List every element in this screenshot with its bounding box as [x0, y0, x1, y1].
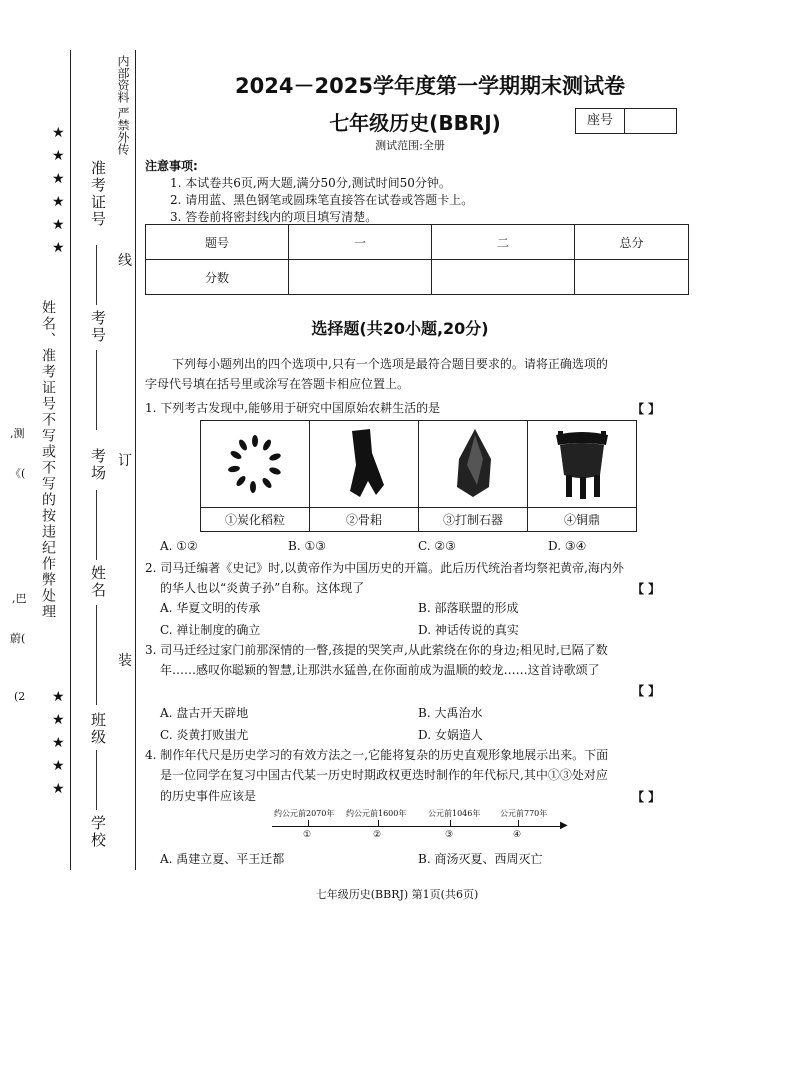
- score-cell[interactable]: [289, 260, 432, 295]
- q1-option-c[interactable]: C. ②③: [418, 539, 456, 553]
- question-1-stem: 1. 下列考古发现中,能够用于研究中国原始农耕生活的是: [145, 401, 441, 415]
- exam-id-field-label: 准考证号: [89, 160, 107, 228]
- q1-option-a[interactable]: A. ①②: [160, 539, 198, 553]
- edge-fragment: 蔚(: [10, 632, 26, 645]
- seat-number-input[interactable]: [625, 109, 676, 133]
- q1-option-b[interactable]: B. ①③: [288, 539, 326, 553]
- timeline-date: 公元前1046年: [428, 809, 481, 818]
- q1-image-cell: [310, 421, 419, 531]
- notes-item: 2. 请用蓝、黑色钢笔或圆珠笔直接答在试卷或答题卡上。: [170, 193, 474, 207]
- notes: [145, 158, 473, 226]
- timeline-tick: [450, 820, 451, 826]
- class-field-label: 班级: [89, 712, 107, 746]
- star-column-bottom: ★ ★ ★ ★ ★: [52, 689, 65, 797]
- q1-image-row: [200, 420, 637, 532]
- exam-title: 2024－2025学年度第一学期期末测试卷: [235, 74, 625, 98]
- q3-option-b[interactable]: B. 大禹治水: [418, 706, 483, 720]
- timeline-date: 约公元前1600年: [346, 809, 407, 818]
- q3-option-d[interactable]: D. 女娲造人: [418, 728, 483, 742]
- q4-option-a[interactable]: A. 禹建立夏、平王迁都: [160, 852, 285, 866]
- question-2-stem: 2. 司马迁编著《史记》时,以黄帝作为中国历史的开篇。此后历代统治者均祭祀黄帝,海内外: [145, 561, 624, 575]
- q2-option-b[interactable]: B. 部落联盟的形成: [418, 601, 519, 615]
- seal-mark-pack: 装: [118, 653, 132, 669]
- score-header-cell: 二: [432, 225, 575, 260]
- score-row-label: 分数: [146, 260, 289, 295]
- edge-fragment: ,测: [10, 427, 25, 440]
- q2-option-c[interactable]: C. 禅让制度的确立: [160, 623, 261, 637]
- exam-id-field[interactable]: [96, 245, 97, 305]
- exam-number-field-label: 考号: [89, 310, 107, 344]
- timeline-date: 约公元前2070年: [274, 809, 335, 818]
- notes-heading: 注意事项:: [145, 159, 198, 173]
- timeline-tick: [308, 820, 309, 826]
- answer-bracket[interactable]: 【 】: [632, 790, 661, 804]
- timeline-date: 公元前770年: [500, 809, 548, 818]
- q1-caption: ②骨耜: [310, 507, 418, 528]
- exam-number-field[interactable]: [96, 350, 97, 430]
- answer-bracket[interactable]: 【 】: [632, 402, 661, 416]
- instruction-line: 字母代号填在括号里或涂写在答题卡相应位置上。: [145, 377, 410, 391]
- answer-bracket[interactable]: 【 】: [632, 582, 661, 596]
- bronze-ding-image: [528, 425, 636, 505]
- name-field[interactable]: [96, 605, 97, 705]
- question-4-stem: 的历史事件应该是: [160, 789, 257, 803]
- q2-option-a[interactable]: A. 华夏文明的传承: [160, 601, 261, 615]
- q1-image-cell: [419, 421, 528, 531]
- q1-caption: ④铜鼎: [528, 507, 636, 528]
- q1-caption: ③打制石器: [419, 507, 527, 528]
- score-cell[interactable]: [432, 260, 575, 295]
- exam-room-field[interactable]: [96, 490, 97, 560]
- timeline-mark: ①: [303, 830, 312, 840]
- question-3-stem: 3. 司马迁经过家门前那深情的一瞥,孩提的哭笑声,从此萦绕在你的身边;相见时,已隔了数: [145, 643, 608, 657]
- question-2-stem: 的华人也以“炎黄子孙”自称。这体现了: [160, 581, 365, 595]
- q1-option-d[interactable]: D. ③④: [548, 539, 587, 553]
- bone-spade-image: [310, 425, 418, 505]
- q1-caption: ①炭化稻粒: [201, 507, 309, 528]
- score-header-cell: 一: [289, 225, 432, 260]
- q3-option-a[interactable]: A. 盘古开天辟地: [160, 706, 249, 720]
- timeline-tick: [378, 820, 379, 826]
- edge-fragment: (2: [14, 690, 26, 703]
- confidential-label: 内部资料 严禁外传: [116, 55, 130, 155]
- outer-binding-line: [70, 50, 71, 870]
- exam-room-field-label: 考场: [89, 448, 107, 482]
- q3-option-c[interactable]: C. 炎黄打败蚩尤: [160, 728, 249, 742]
- score-header-cell: 题号: [146, 225, 289, 260]
- timeline-mark: ④: [513, 830, 522, 840]
- q2-option-d[interactable]: D. 神话传说的真实: [418, 623, 519, 637]
- q1-image-cell: [201, 421, 310, 531]
- class-field[interactable]: [96, 750, 97, 810]
- star-column-top: ★ ★ ★ ★ ★ ★: [52, 125, 65, 256]
- q4-option-b[interactable]: B. 商汤灭夏、西周灭亡: [418, 852, 543, 866]
- score-table: [145, 224, 689, 295]
- exam-subtitle: 七年级历史(BBRJ): [329, 111, 501, 135]
- notes-item: 3. 答卷前将密封线内的项目填写清楚。: [170, 210, 378, 224]
- page-footer: 七年级历史(BBRJ) 第1页(共6页): [315, 888, 479, 901]
- seat-number-label: 座号: [576, 109, 625, 133]
- question-3-stem: 年……感叹你聪颖的智慧,让那洪水猛兽,在你面前成为温顺的蛟龙……这首诗歌颂了: [160, 663, 600, 677]
- inner-binding-line: [135, 50, 136, 870]
- binding-warning: 姓名、准考证号不写或不写的按违纪作弊处理: [40, 300, 56, 620]
- carbonized-rice-image: [201, 425, 309, 505]
- edge-fragment: 《(: [10, 467, 26, 480]
- chipped-stone-tool-image: [419, 425, 527, 505]
- seal-mark-bind: 订: [118, 453, 132, 469]
- school-field-label: 学校: [89, 815, 107, 849]
- timeline-arrow-icon: ▶: [560, 820, 568, 831]
- test-scope: 测试范围:全册: [375, 139, 445, 152]
- edge-fragment: ,巴: [12, 592, 27, 605]
- section-title: 选择题(共20小题,20分): [311, 319, 489, 338]
- question-4-stem: 是一位同学在复习中国古代某一历史时期政权更迭时制作的年代标尺,其中①③处对应: [160, 768, 608, 782]
- instruction-line: 下列每小题列出的四个选项中,只有一个选项是最符合题目要求的。请将正确选项的: [172, 357, 608, 371]
- notes-item: 1. 本试卷共6页,两大题,满分50分,测试时间50分钟。: [170, 176, 451, 190]
- timeline-axis: [272, 826, 562, 827]
- q1-image-cell: [528, 421, 636, 531]
- score-cell[interactable]: [575, 260, 689, 295]
- timeline-mark: ②: [373, 830, 382, 840]
- timeline-mark: ③: [445, 830, 454, 840]
- answer-bracket[interactable]: 【 】: [632, 684, 661, 698]
- score-header-cell: 总分: [575, 225, 689, 260]
- seal-mark-line: 线: [118, 253, 132, 269]
- timeline-tick: [518, 820, 519, 826]
- question-4-stem: 4. 制作年代尺是历史学习的有效方法之一,它能将复杂的历史直观形象地展示出来。下面: [145, 748, 609, 762]
- seat-number-box[interactable]: [575, 108, 677, 134]
- name-field-label: 姓名: [89, 565, 107, 599]
